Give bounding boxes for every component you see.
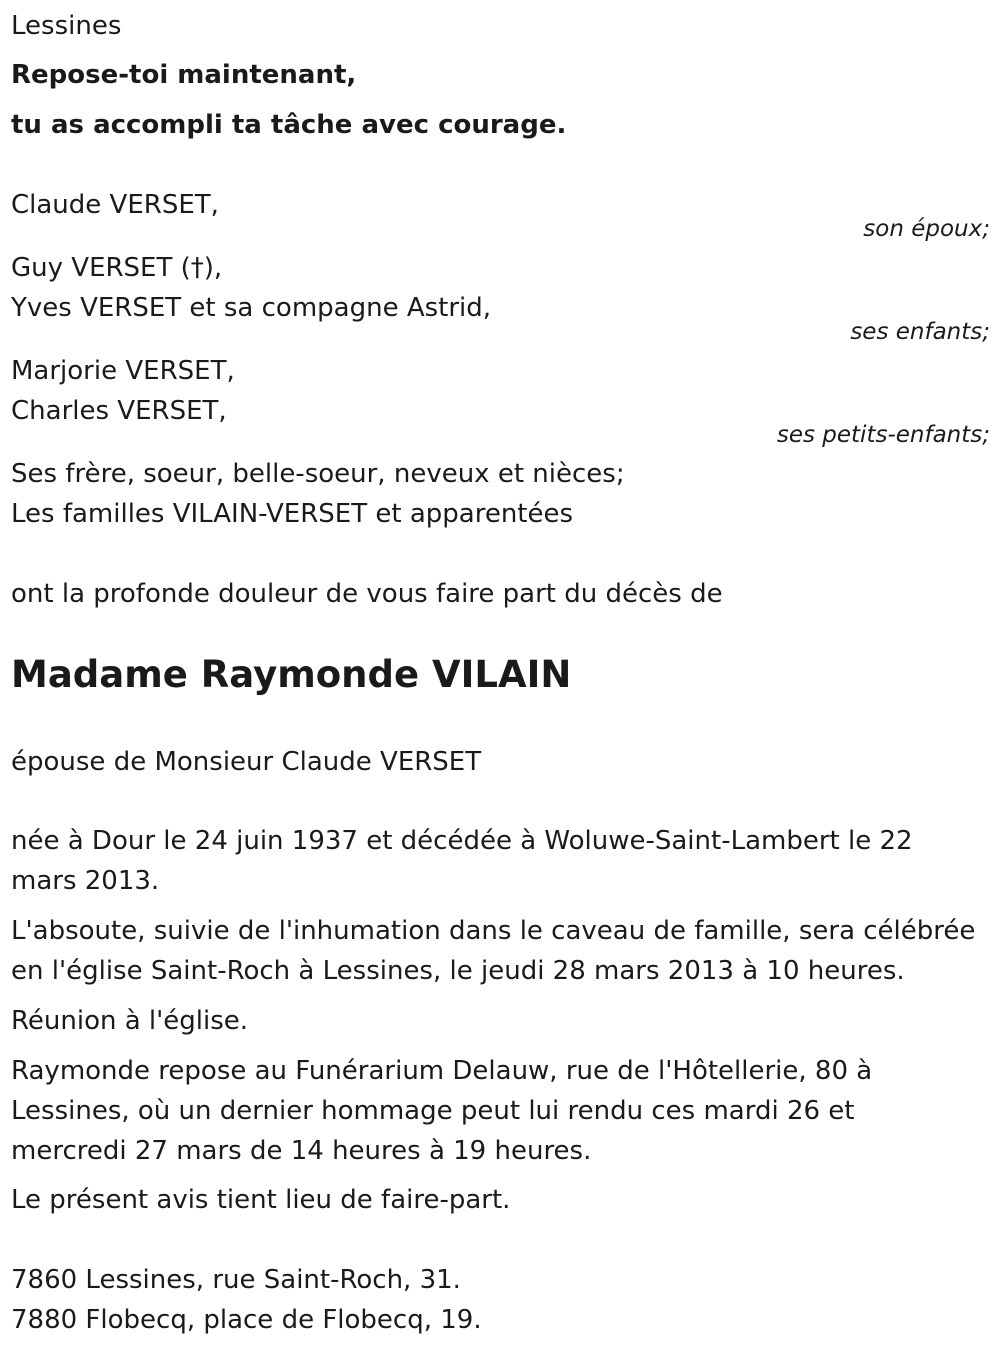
- siblings-line: Ses frère, soeur, belle-soeur, neveux et nièces;: [11, 459, 625, 489]
- deceased-name: Madame Raymonde VILAIN: [11, 653, 572, 696]
- reunion-text: Réunion à l'église.: [11, 1006, 249, 1036]
- children-role: ses enfants;: [850, 319, 990, 345]
- spouse-role: son époux;: [863, 216, 990, 242]
- rest-line-3: mercredi 27 mars de 14 heures à 19 heures.: [11, 1136, 592, 1166]
- quote-line-1: Repose-toi maintenant,: [11, 60, 357, 90]
- place-heading: Lessines: [11, 11, 122, 41]
- birth-death-line-1: née à Dour le 24 juin 1937 et décédée à Woluwe-Saint-Lambert le 22: [11, 826, 913, 856]
- birth-death-line-2: mars 2013.: [11, 866, 160, 896]
- ceremony-line-1: L'absoute, suivie de l'inhumation dans le caveau de famille, sera célébrée: [11, 916, 976, 946]
- rest-line-1: Raymonde repose au Funérarium Delauw, rue de l'Hôtellerie, 80 à: [11, 1056, 873, 1086]
- address-line-1: 7860 Lessines, rue Saint-Roch, 31.: [11, 1265, 461, 1295]
- ceremony-line-2: en l'église Saint-Roch à Lessines, le jeudi 28 mars 2013 à 10 heures.: [11, 956, 905, 986]
- grandchild-name-2: Charles VERSET,: [11, 396, 227, 426]
- address-line-2: 7880 Flobecq, place de Flobecq, 19.: [11, 1305, 482, 1335]
- spouse-name: Claude VERSET,: [11, 190, 219, 220]
- grandchildren-role: ses petits-enfants;: [776, 422, 990, 448]
- grandchild-name-1: Marjorie VERSET,: [11, 356, 235, 386]
- spouse-of-text: épouse de Monsieur Claude VERSET: [11, 747, 482, 777]
- notice-text: Le présent avis tient lieu de faire-part.: [11, 1185, 511, 1215]
- quote-line-2: tu as accompli ta tâche avec courage.: [11, 110, 567, 140]
- announcement-text: ont la profonde douleur de vous faire part du décès de: [11, 579, 723, 609]
- child-name-1: Guy VERSET (†),: [11, 253, 223, 283]
- child-name-2: Yves VERSET et sa compagne Astrid,: [11, 293, 492, 323]
- families-line: Les familles VILAIN-VERSET et apparentées: [11, 499, 574, 529]
- rest-line-2: Lessines, où un dernier hommage peut lui rendu ces mardi 26 et: [11, 1096, 855, 1126]
